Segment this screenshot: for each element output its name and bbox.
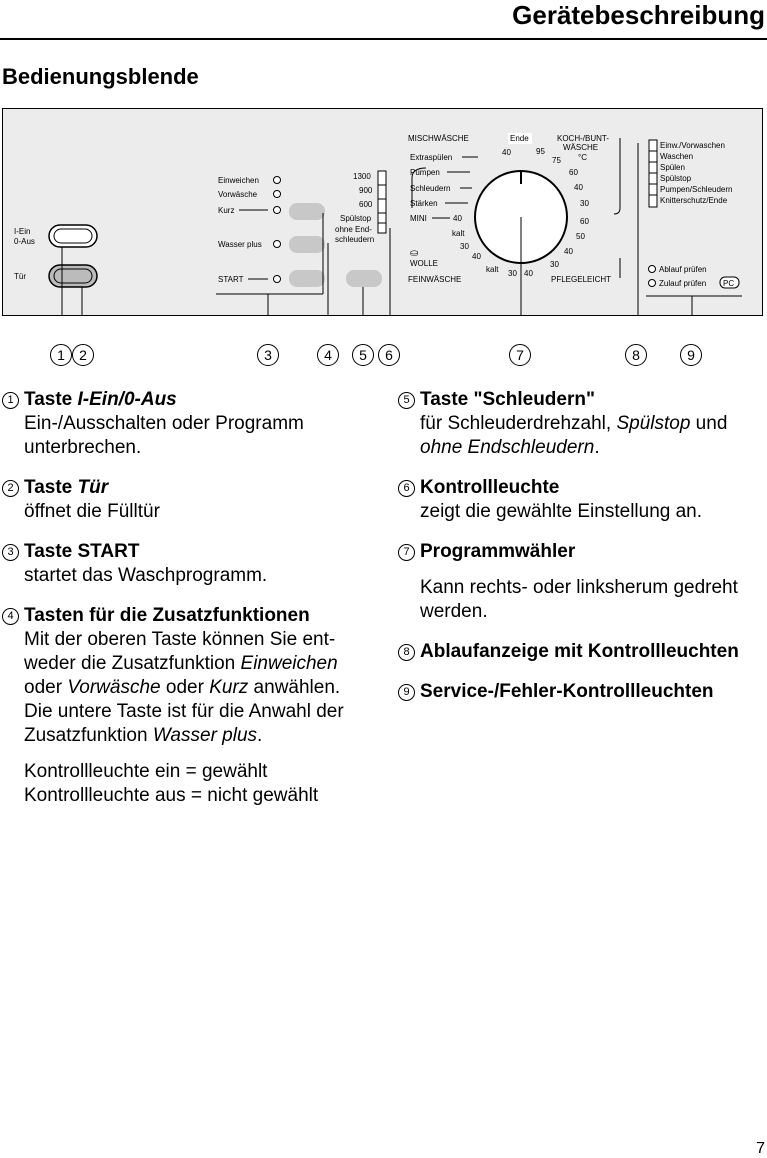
item-title: Programmwähler <box>420 541 576 562</box>
option-vorwaesche: Vorwäsche <box>218 190 258 199</box>
svg-text:Extraspülen: Extraspülen <box>410 153 453 162</box>
item-body: startet das Waschprogramm. <box>24 565 268 586</box>
option-start: START <box>218 275 244 284</box>
dial-wolle: WOLLE <box>410 259 439 268</box>
service-ablauf: Ablauf prüfen <box>659 265 707 274</box>
item-5 <box>398 388 766 460</box>
item-title: Taste Tür <box>24 477 109 498</box>
svg-text:kalt: kalt <box>486 265 499 274</box>
spin-button <box>346 270 382 287</box>
control-panel-diagram <box>2 108 763 316</box>
spin-900: 900 <box>359 186 373 195</box>
svg-text:95: 95 <box>536 147 545 156</box>
svg-text:40: 40 <box>502 148 511 157</box>
svg-text:40: 40 <box>524 269 533 278</box>
section-title: Bedienungsblende <box>2 64 199 89</box>
svg-text:75: 75 <box>552 156 561 165</box>
item-7 <box>398 540 766 624</box>
item-number: 2 <box>2 480 19 497</box>
item-body: zeigt die gewählte Einstellung an. <box>420 501 703 522</box>
svg-text:40: 40 <box>574 183 583 192</box>
spin-no-end-2: schleudern <box>335 235 375 244</box>
seq-einw-vorwaschen: Einw./Vorwaschen <box>660 141 725 150</box>
callout-8: 8 <box>625 344 647 366</box>
callout-2: 2 <box>72 344 94 366</box>
callout-5: 5 <box>352 344 374 366</box>
callout-1: 1 <box>50 344 72 366</box>
item-6 <box>398 476 766 524</box>
svg-text:Pumpen: Pumpen <box>410 168 440 177</box>
item-number: 9 <box>398 684 415 701</box>
spin-1300: 1300 <box>353 172 371 181</box>
spin-spuelstop: Spülstop <box>340 214 372 223</box>
item-number: 4 <box>2 608 19 625</box>
seq-spuelen: Spülen <box>660 163 685 172</box>
svg-text:50: 50 <box>576 232 585 241</box>
svg-text:40: 40 <box>564 247 573 256</box>
door-button <box>49 265 97 287</box>
item-title: Taste START <box>24 541 140 562</box>
spin-no-end: ohne End- <box>335 225 372 234</box>
dial-koch: KOCH-/BUNT- <box>557 134 609 143</box>
svg-text:Schleudern: Schleudern <box>410 184 451 193</box>
power-label-2: 0-Aus <box>14 237 35 246</box>
item-body-2: Die untere Taste ist für die Anwahl der Zusatzfunktion Wasser plus. <box>24 701 344 746</box>
item-body: Kann rechts- oder linksherum gedreht werden. <box>420 577 738 622</box>
item-title: Tasten für die Zusatzfunktionen <box>24 605 310 626</box>
item-body: für Schleuderdrehzahl, Spülstop und ohne Endschleudern. <box>420 413 728 458</box>
svg-text:30: 30 <box>508 269 517 278</box>
item-body: Ein-/Ausschalten oder Programm unterbrechen. <box>24 413 304 458</box>
seq-waschen: Waschen <box>660 152 694 161</box>
item-body: öffnet die Fülltür <box>24 501 160 522</box>
item-body-4: Kontrollleuchte aus = nicht gewählt <box>24 785 319 806</box>
pc-badge: PC <box>723 279 735 288</box>
item-number: 3 <box>2 544 19 561</box>
description-left-column <box>2 388 380 824</box>
power-button <box>49 225 97 247</box>
power-label: I-Ein <box>14 227 31 236</box>
item-title: Taste I-Ein/0-Aus <box>24 389 177 410</box>
option-kurz: Kurz <box>218 206 235 215</box>
dial-celsius: °C <box>578 153 587 162</box>
header-rule <box>0 38 767 40</box>
callout-row <box>0 344 767 370</box>
wool-symbol: ⛀ <box>410 248 419 259</box>
option-button-top <box>289 203 325 220</box>
seq-pumpen: Pumpen/Schleudern <box>660 185 733 194</box>
spin-600: 600 <box>359 200 373 209</box>
item-title: Taste "Schleudern" <box>420 389 595 410</box>
callout-9: 9 <box>680 344 702 366</box>
item-3 <box>2 540 380 588</box>
seq-knitterschutz: Knitterschutz/Ende <box>660 196 728 205</box>
item-1 <box>2 388 380 460</box>
dial-pflegeleicht: PFLEGELEICHT <box>551 275 612 284</box>
option-wasser-plus: Wasser plus <box>218 240 262 249</box>
item-title: Kontrollleuchte <box>420 477 560 498</box>
svg-text:40: 40 <box>472 252 481 261</box>
item-number: 6 <box>398 480 415 497</box>
item-number: 8 <box>398 644 415 661</box>
service-zulauf: Zulauf prüfen <box>659 279 707 288</box>
item-number: 7 <box>398 544 415 561</box>
svg-text:MINI: MINI <box>410 214 427 223</box>
svg-text:60: 60 <box>569 168 578 177</box>
item-body: Mit der oberen Taste können Sie entweder die Zusatzfunktion Einweichen oder Vorwäsche oder Kurz anwählen. <box>24 629 341 698</box>
svg-text:30: 30 <box>550 260 559 269</box>
item-title: Ablaufanzeige mit Kontrollleuchten <box>420 641 739 662</box>
option-einweichen: Einweichen <box>218 176 259 185</box>
item-9 <box>398 680 766 704</box>
svg-text:kalt: kalt <box>452 229 465 238</box>
svg-text:30: 30 <box>460 242 469 251</box>
callout-6: 6 <box>378 344 400 366</box>
svg-text:40: 40 <box>453 214 462 223</box>
page-number: 7 <box>756 1140 765 1157</box>
svg-text:30: 30 <box>580 199 589 208</box>
item-title: Service-/Fehler-Kontrollleuchten <box>420 681 714 702</box>
callout-4: 4 <box>317 344 339 366</box>
dial-koch-2: WÄSCHE <box>563 143 599 152</box>
seq-spuelstop: Spülstop <box>660 174 692 183</box>
item-2 <box>2 476 380 524</box>
svg-text:60: 60 <box>580 217 589 226</box>
dial-feinwaesche: FEINWÄSCHE <box>408 275 462 284</box>
svg-text:Stärken: Stärken <box>410 199 438 208</box>
dial-mischwaesche: MISCHWÄSCHE <box>408 134 469 143</box>
door-label: Tür <box>14 272 26 281</box>
item-8 <box>398 640 766 664</box>
callout-7: 7 <box>509 344 531 366</box>
description-right-column <box>398 388 766 720</box>
item-body-3: Kontrollleuchte ein = gewählt <box>24 761 268 782</box>
callout-3: 3 <box>257 344 279 366</box>
item-4 <box>2 604 380 808</box>
start-button <box>289 270 325 287</box>
page-header-title: Gerätebeschreibung <box>512 0 765 30</box>
svg-text:Ende: Ende <box>510 134 529 143</box>
item-number: 1 <box>2 392 19 409</box>
item-number: 5 <box>398 392 415 409</box>
option-button-bottom <box>289 236 325 253</box>
